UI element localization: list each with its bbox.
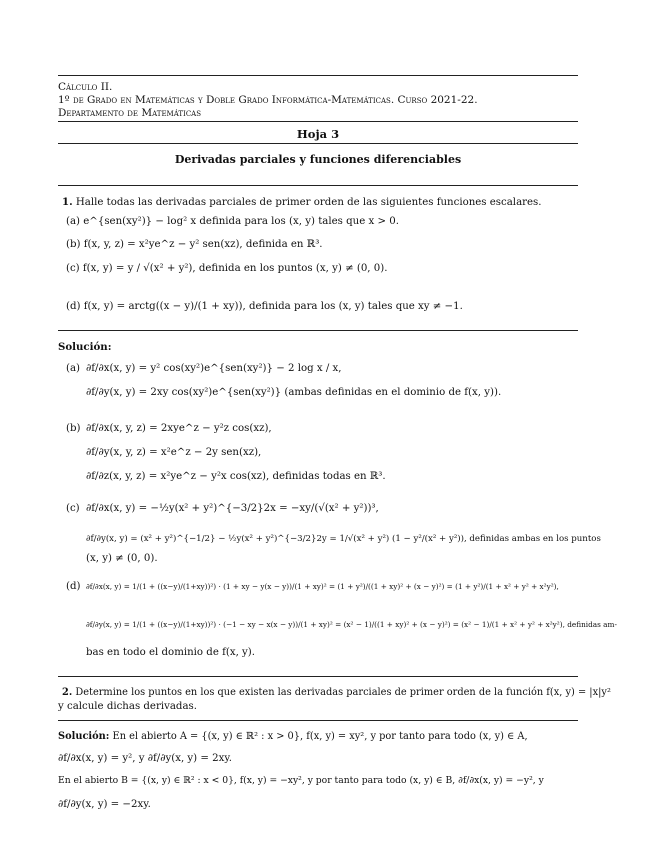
solution-1-c-line-3: (x, y) ≠ (0, 0). [86,553,158,564]
sheet-subtitle: Derivadas parciales y funciones diferenciables [174,153,462,166]
course-name: Cálculo II. [58,81,113,93]
header-bottom-rule [58,121,578,122]
solution-1-a-line-1: ∂f/∂x(x, y) = y² cos(xy²)e^{sen(xy²)} − 2 log x / x, [86,363,342,374]
problem-1-item-b [66,238,323,252]
solution-1-a-label: (a) [66,363,81,374]
item-label: (c) [66,263,80,274]
item-text: f(x, y, z) = x²ye^z − y² sen(xz), definida en ℝ³. [83,239,323,250]
problem-2-number: 2. [62,687,73,698]
item-text: e^{sen(xy²)} − log² x definida para los (x, y) tales que x > 0. [83,216,399,227]
item-label: (d) [66,301,81,312]
solution-2-line-3: En el abierto B = {(x, y) ∈ ℝ² : x < 0}, f(x, y) = −xy², y por tanto para todo (x, y) ∈ B, ∂f/∂x(x, y) = −y², y [58,775,544,786]
header-top-rule [58,75,578,76]
solution-1-a-line-2: ∂f/∂y(x, y) = 2xy cos(xy²)e^{sen(xy²)} (ambas definidas en el dominio de f(x, y)). [86,387,502,398]
solution-1-d-label: (d) [66,581,81,592]
solution-1-heading: Solución: [58,341,112,353]
solution-2-text-1: En el abierto A = {(x, y) ∈ ℝ² : x > 0}, f(x, y) = xy², y por tanto para todo (x, y) ∈ A, [112,731,528,742]
solution-1-b-line-1: ∂f/∂x(x, y, z) = 2xye^z − y²z cos(xz), [86,423,272,434]
item-text: f(x, y) = y / √(x² + y²), definida en los puntos (x, y) ≠ (0, 0). [82,263,388,274]
problem-1-number: 1. [62,196,73,208]
department: Departamento de Matemáticas [58,107,202,119]
title-rule [58,143,578,144]
degree-line: 1º de Grado en Matemáticas y Doble Grado Informática-Matemáticas. Curso 2021-22. [58,94,478,106]
solution-1-rule [58,676,578,677]
solution-1-d-line-1: ∂f/∂x(x, y) = 1/(1 + ((x−y)/(1+xy))²) · (1 + xy − y(x − y))/(1 + xy)² = (1 + y²)/((1 + xy)² + (x − y)²) = (1 + y²)/(1 + x² + y² + x²y²), [86,582,559,591]
solution-2-heading: Solución: [58,731,110,742]
item-label: (a) [66,216,81,227]
solution-2-line-2: ∂f/∂x(x, y) = y², y ∂f/∂y(x, y) = 2xy. [58,753,233,764]
problem-2 [62,686,611,700]
solution-1-b-line-3: ∂f/∂z(x, y, z) = x²ye^z − y²x cos(xz), definidas todas en ℝ³. [86,471,386,482]
problem-2-statement-1: Determine los puntos en los que existen las derivadas parciales de primer orden de la función f(x, y) = |x|y² [75,687,611,698]
problem-1-item-d [66,300,463,314]
solution-2-line-1 [58,730,528,744]
solution-1-d-line-3: bas en todo el dominio de f(x, y). [86,647,256,658]
sheet-title: Hoja 3 [296,127,340,141]
problem-1 [62,195,542,210]
solution-1-b-line-2: ∂f/∂y(x, y, z) = x²e^z − 2y sen(xz), [86,447,262,458]
problem-1-statement: Halle todas las derivadas parciales de primer orden de las siguientes funciones escalares. [75,197,542,208]
problem-2-statement-2: y calcule dichas derivadas. [58,701,197,712]
solution-1-c-line-1: ∂f/∂x(x, y) = −½y(x² + y²)^{−3/2}2x = −xy/(√(x² + y²))³, [86,503,379,514]
item-label: (b) [66,239,81,250]
solution-1-b-label: (b) [66,423,81,434]
problem-1-item-c [66,262,387,276]
solution-1-d-line-2: ∂f/∂y(x, y) = 1/(1 + ((x−y)/(1+xy))²) · (−1 − xy − x(x − y))/(1 + xy)² = (x² − 1)/((1 + xy)² + (x − y)²) = (x² − 1)/(1 + x² + y² + x²y²), definidas am- [86,620,617,629]
problem-1-item-a [66,215,399,229]
subtitle-rule [58,185,578,186]
problem-2-rule [58,720,578,721]
item-text: f(x, y) = arctg((x − y)/(1 + xy)), definida para los (x, y) tales que xy ≠ −1. [83,301,463,312]
problem-1-rule [58,330,578,331]
solution-2-line-4: ∂f/∂y(x, y) = −2xy. [58,799,151,810]
solution-1-c-label: (c) [66,503,80,514]
solution-1-c-line-2: ∂f/∂y(x, y) = (x² + y²)^{−1/2} − ½y(x² + y²)^{−3/2}2y = 1/√(x² + y²) (1 − y²/(x² + y²)), definidas ambas en los puntos [86,534,601,544]
